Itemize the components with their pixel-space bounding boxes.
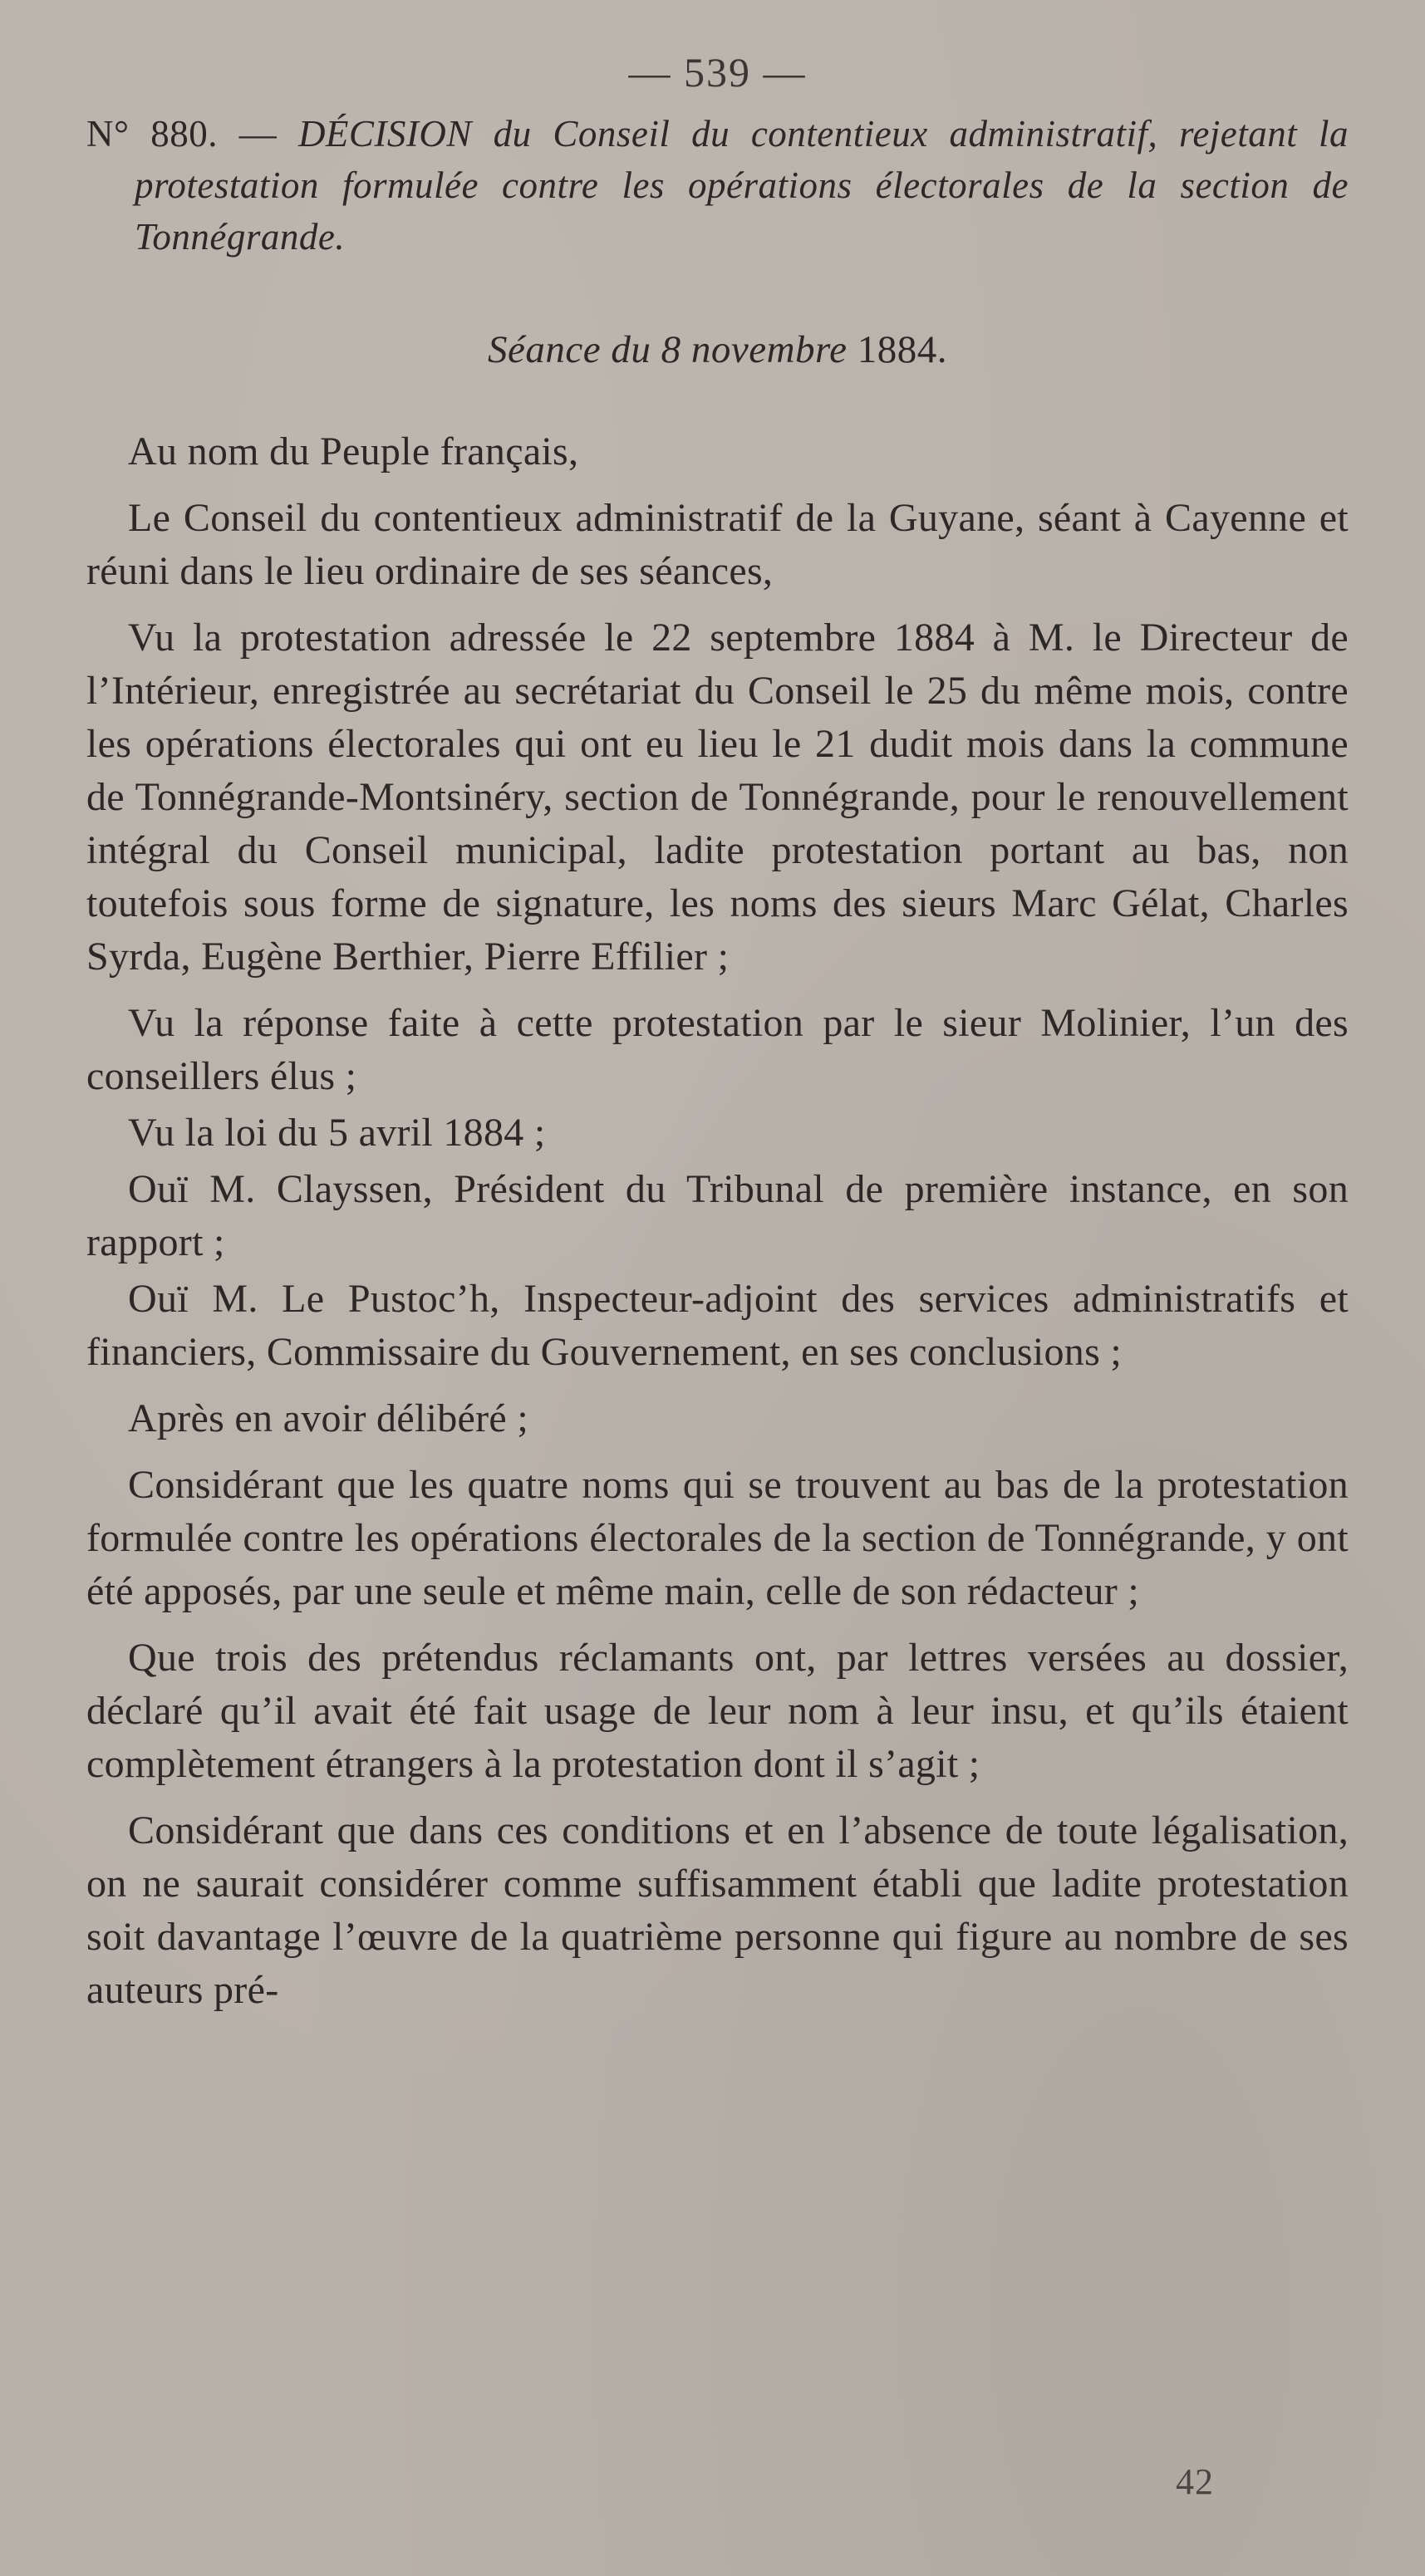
- paragraph-commissioner: Ouï M. Le Pustoc’h, Inspecteur-adjoint des services administratifs et financiers, Commissaire du Gouvernement, en ses conclusions ;: [86, 1277, 1349, 1374]
- paragraph-rapporteur: Ouï M. Clayssen, Président du Tribunal de première instance, en son rapport ;: [86, 1167, 1349, 1264]
- paragraph-considering-names: Considérant que les quatre noms qui se trouvent au bas de la protestation formulée contre les opérations électorales de la section de Tonnégrande, y ont été apposés, par une seule et même main, celle de son rédacteur ;: [86, 1463, 1349, 1613]
- paragraph-protest: Vu la protestation adressée le 22 septembre 1884 à M. le Directeur de l’Intérieur, enregistrée au secrétariat du Conseil le 25 du même mois, contre les opérations électorales qui ont eu lieu le 21 dudit mois dans la commune de Tonnégrande-Montsinéry, section de Tonnégrande, pour le renouvellement intégral du Conseil municipal, ladite protestation portant au bas, non toutefois sous forme de signature, les noms des sieurs Marc Gélat, Charles Syrda, Eugène Berthier, Pierre Effilier ;: [86, 616, 1349, 979]
- page-number: — 539 —: [628, 49, 807, 96]
- session-date-text: Séance du 8 novembre: [488, 328, 848, 371]
- paragraph-law: Vu la loi du 5 avril 1884 ;: [128, 1111, 546, 1155]
- decision-body: [86, 425, 1349, 2017]
- paragraph-response: Vu la réponse faite à cette protestation par le sieur Molinier, l’un des conseillers élus ;: [86, 1001, 1349, 1098]
- decision-title: DÉCISION du Conseil du contentieux administratif, rejetant la protestation formulée contre les opérations électorales de la section de Tonnégrande.: [135, 113, 1349, 258]
- session-date-year: 1884.: [857, 328, 947, 371]
- paragraph-council: Le Conseil du contentieux administratif de la Guyane, séant à Cayenne et réuni dans le lieu ordinaire de ses séances,: [86, 496, 1349, 593]
- session-date: [86, 324, 1349, 375]
- paragraph-preamble: Au nom du Peuple français,: [128, 429, 579, 473]
- signature-mark: 42: [1176, 2461, 1214, 2502]
- paragraph-deliberation: Après en avoir délibéré ;: [128, 1396, 528, 1440]
- paragraph-claimants: Que trois des prétendus réclamants ont, par lettres versées au dossier, déclaré qu’il avait été fait usage de leur nom à leur insu, et qu’ils étaient complètement étrangers à la protestation dont il s’agit ;: [86, 1636, 1349, 1786]
- decision-heading: [86, 108, 1349, 263]
- decision-number: N° 880. —: [86, 113, 278, 155]
- paragraph-considering-legalisation: Considérant que dans ces conditions et en l’absence de toute légalisation, on ne saurait considérer comme suffisamment établi que ladite protestation soit davantage l’œuvre de la quatrième personne qui figure au nombre de ses auteurs pré-: [86, 1808, 1349, 2012]
